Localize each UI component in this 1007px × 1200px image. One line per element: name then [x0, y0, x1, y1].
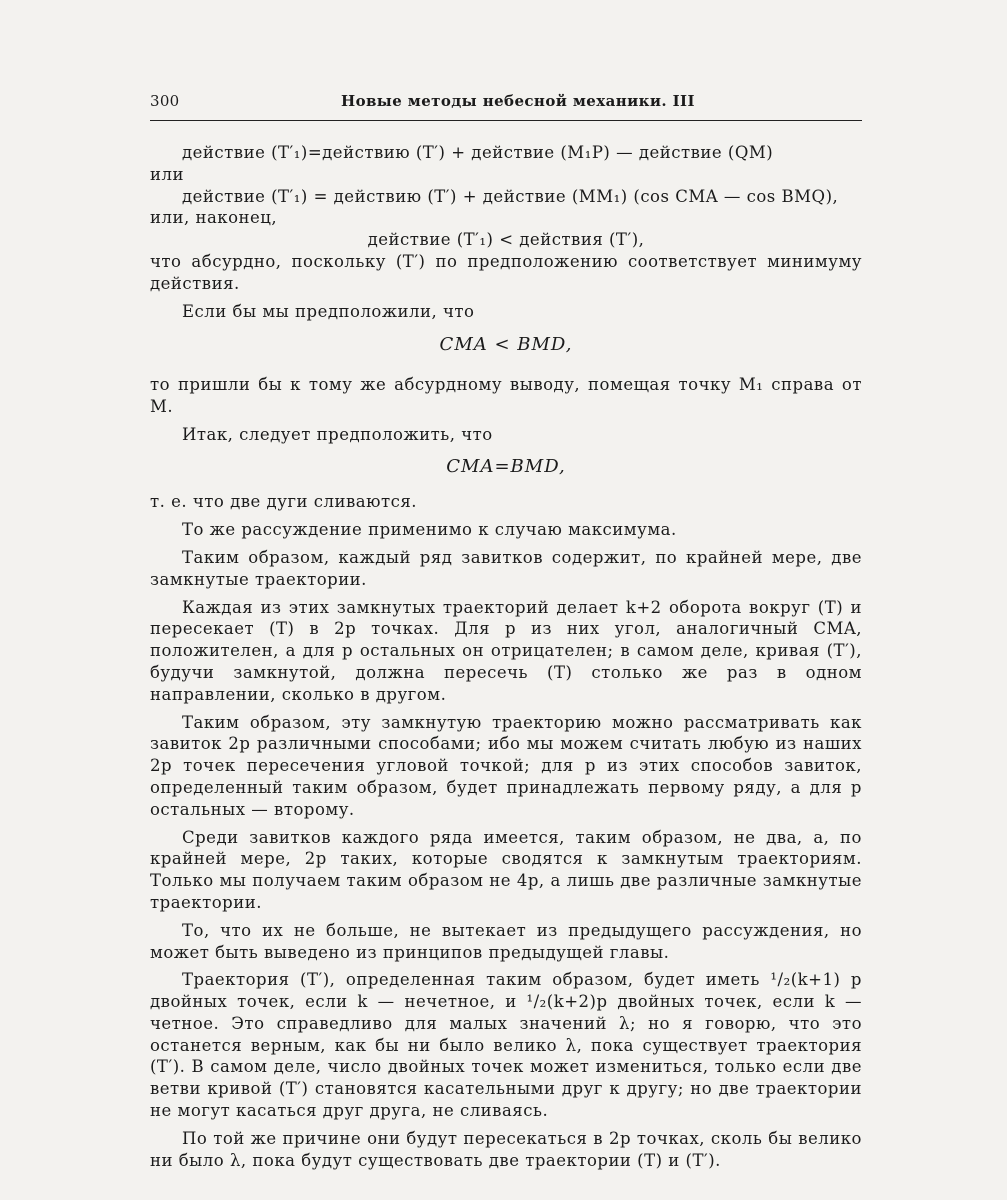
- page-header: [150, 90, 862, 121]
- paragraph-arcs-merge: т. е. что две дуги сливаются.: [150, 492, 418, 512]
- paragraph-absurd: что абсурдно, поскольку (T′) по предположению соответствует минимуму действия.: [150, 251, 862, 293]
- paragraph-maximum: То же рассуждение применимо к случаю максимума.: [182, 520, 677, 540]
- paragraph-each-row: Таким образом, каждый ряд завитков содержит, по крайней мере, две замкнутые траектории.: [150, 547, 862, 589]
- formula-inequality: CMA < BMD,: [439, 334, 573, 356]
- paragraph-not-more: То, что их не больше, не вытекает из предыдущего рассуждения, но может быть выведено из принципов предыдущей главы.: [150, 920, 862, 962]
- paragraph-same-reason: По той же причине они будут пересекаться в 2p точках, сколь бы велико ни было λ, пока будут существовать две траектории (T) и (T′).: [150, 1128, 862, 1170]
- formula-equality: CMA=BMD,: [446, 455, 566, 477]
- equation-line-2: действие (T′₁) = действию (T′) + действие (MM₁) (cos CMA — cos BMQ),: [182, 186, 839, 206]
- page-number: 300: [150, 92, 180, 110]
- text-line-finally: или, наконец,: [150, 208, 278, 228]
- paragraph-among-curls: Среди завитков каждого ряда имеется, таким образом, не два, а, по крайней мере, 2p таких, которые сводятся к замкнутым траекториям. Только мы получаем таким образом не 4p, а лишь две различные замкнутые траектории.: [150, 827, 862, 912]
- paragraph-if-assumed: Если бы мы предположили, что: [182, 301, 475, 321]
- equation-line-1: действие (T′₁)=действию (T′) + действие (M₁P) — действие (QM): [182, 143, 774, 162]
- paragraph-so-assume: Итак, следует предположить, что: [182, 424, 493, 444]
- equation-line-3: действие (T′₁) < действия (T′),: [367, 230, 645, 250]
- paragraph-curl-ways: Таким образом, эту замкнутую траекторию можно рассматривать как завиток 2p различными способами; ибо мы можем считать любую из наших 2p точек пересечения угловой точкой; для p из этих способов завиток, определенный таким образом, будет принадлежать первому ряду, а для p остальных — второму.: [150, 712, 862, 819]
- paragraph-same-conclusion: то пришли бы к тому же абсурдному выводу, помещая точку M₁ справа от M.: [150, 375, 862, 416]
- page-body: [150, 142, 862, 1177]
- paragraph-each-trajectory: Каждая из этих замкнутых траекторий делает k+2 оборота вокруг (T) и пересекает (T) в 2p точках. Для p из них угол, аналогичный CMA, положителен, а для p остальных он отрицателен; в самом деле, кривая (T′), будучи замкнутой, должна пересечь (T) столько же раз в одном направлении, сколько в другом.: [150, 597, 862, 704]
- paragraph-double-points: Траектория (T′), определенная таким образом, будет иметь ¹/₂(k+1) p двойных точек, если k — нечетное, и ¹/₂(k+2)p двойных точек, если k — четное. Это справедливо для малых значений λ; но я говорю, что это останется верным, как бы ни было велико λ, пока существует траектория (T′). В самом деле, число двойных точек может измениться, только если две ветви кривой (T′) становятся касательными друг к другу; но две траектории не могут касаться друг друга, не сливаясь.: [150, 970, 862, 1121]
- text-line-or: или: [150, 164, 184, 184]
- running-title: Новые методы небесной механики. III: [341, 92, 695, 110]
